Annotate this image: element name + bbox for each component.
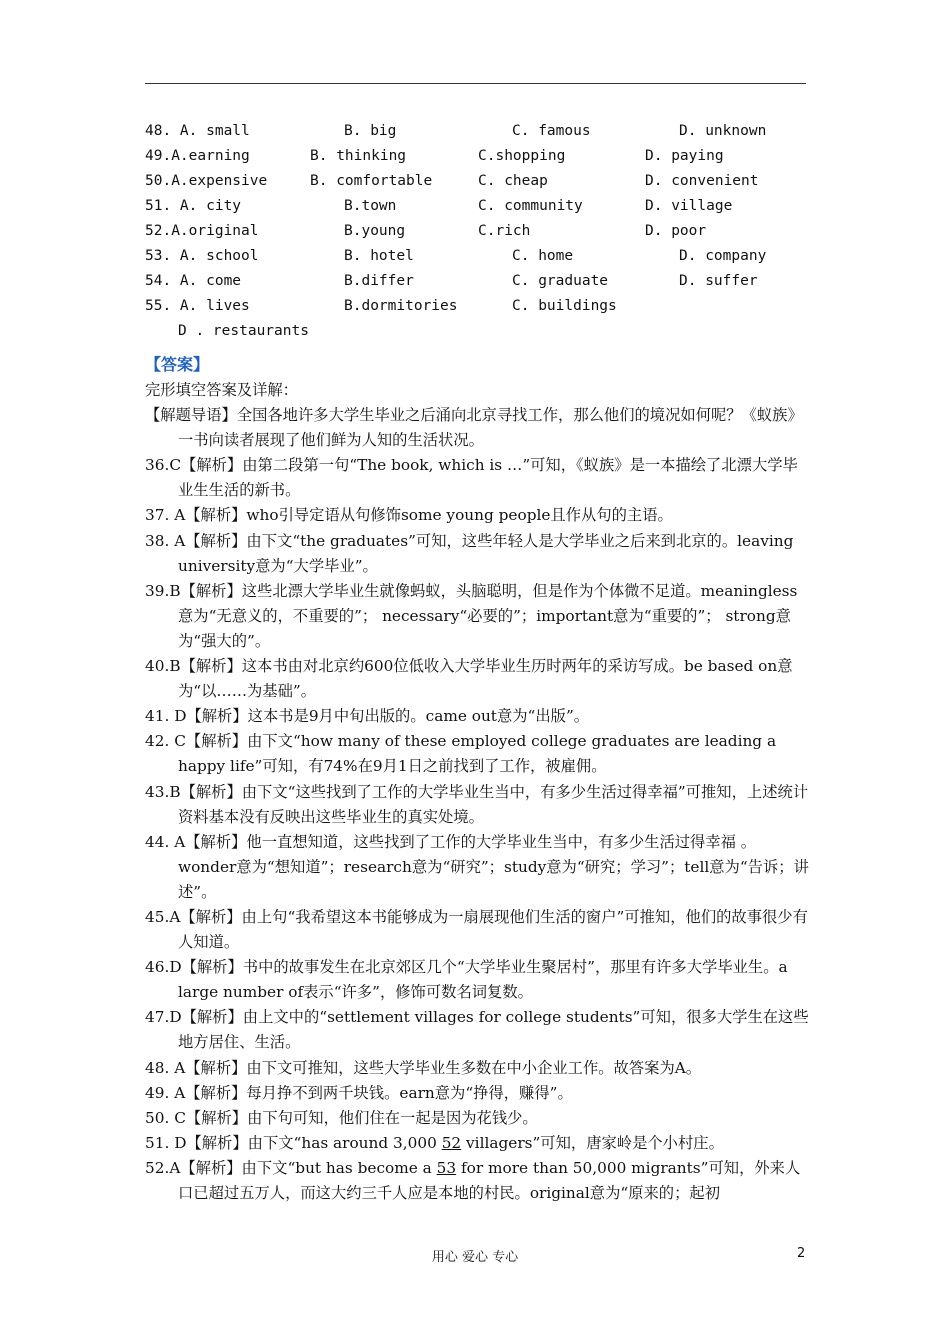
option-b: B.town	[344, 198, 397, 214]
option-n: 55. A. lives	[145, 298, 250, 314]
option-d: D. paying	[645, 148, 724, 164]
footer-motto: 用心 爱心 专心	[431, 1250, 519, 1265]
explanation-item: 48. A【解析】由下文可推知，这些大学毕业生多数在中小企业工作。故答案为A。	[145, 1058, 702, 1077]
option-c: C. graduate	[512, 273, 609, 289]
option-b: B. thinking	[310, 148, 407, 164]
explanation-item: 43.B【解析】由下文“这些找到了工作的大学毕业生当中，有多少生活过得幸福”可推知，上述统计资料基本没有反映出这些毕业生的真实处境。	[145, 782, 809, 826]
option-d: D. convenient	[645, 173, 759, 189]
option-n: D . restaurants	[178, 323, 309, 339]
option-c: C. community	[478, 198, 583, 214]
explanation-item: 37. A【解析】who引导定语从句修饰some young people且作从句的主语。	[145, 506, 673, 525]
intro-line: 完形填空答案及详解：	[145, 381, 298, 399]
option-c: C. famous	[512, 123, 591, 139]
page-number: 2	[797, 1246, 806, 1261]
explanation-item: 52.A【解析】由下文“but has become a 53 for more than 50,000 migrants”可知，外来人口已超过五万人，而这大约三千人应是本地的村民。original意为“原来的；起初	[145, 1158, 801, 1202]
option-n: 53. A. school	[145, 248, 259, 264]
option-b: B. comfortable	[310, 173, 433, 189]
explanation-item: 46.D【解析】书中的故事发生在北京郊区几个“大学毕业生聚居村”，那里有许多大学毕业生。a large number of表示“许多”，修饰可数名词复数。	[145, 958, 788, 1002]
option-d: D. village	[645, 198, 733, 214]
explanation-section	[145, 378, 810, 1206]
explanation-item: 47.D【解析】由上文中的“settlement villages for college students”可知，很多大学生在这些地方居住、生活。	[145, 1008, 809, 1052]
explanation-item: 41. D【解析】这本书是9月中旬出版的。came out意为“出版”。	[145, 707, 590, 726]
option-b: B.differ	[344, 273, 414, 289]
guide-paragraph: 【解题导语】全国各地许多大学生毕业之后涌向北京寻找工作，那么他们的境况如何呢？《蚁族》一书向读者展现了他们鲜为人知的生活状况。	[145, 406, 803, 450]
option-n: 48. A. small	[145, 123, 250, 139]
option-n: 50.A.expensive	[145, 173, 268, 189]
option-n: 49.A.earning	[145, 148, 250, 164]
option-row	[145, 246, 815, 271]
option-row	[145, 171, 815, 196]
option-d: D. poor	[645, 223, 707, 239]
answer-heading: 【答案】	[145, 355, 210, 374]
explanation-item: 39.B【解析】这些北漂大学毕业生就像蚂蚁，头脑聪明，但是作为个体微不足道。meaningless意为“无意义的，不重要的”； necessary“必要的”；important意为“重要的”； strong意为“强大的”。	[145, 581, 798, 650]
option-c: C. home	[512, 248, 574, 264]
option-row	[145, 146, 815, 171]
explanation-list	[145, 453, 810, 1131]
explanation-item: 50. C【解析】由下句可知，他们住在一起是因为花钱少。	[145, 1108, 538, 1127]
option-n: 54. A. come	[145, 273, 242, 289]
option-n: 52.A.original	[145, 223, 259, 239]
option-d: D. unknown	[679, 123, 767, 139]
option-row	[145, 271, 815, 296]
option-c: C. cheap	[478, 173, 548, 189]
explanation-item: 44. A【解析】他一直想知道，这些找到了工作的大学毕业生当中，有多少生活过得幸福 。wonder意为“想知道”；research意为“研究”；study意为“研究；学习”；tell意为“告诉；讲述”。	[145, 832, 809, 901]
option-n: 51. A. city	[145, 198, 242, 214]
explanation-item: 42. C【解析】由下文“how many of these employed college graduates are leading a happy life”可知，有74%在9月1日之前找到了工作，被雇佣。	[145, 732, 777, 776]
option-d: D. company	[679, 248, 767, 264]
explanation-item: 45.A【解析】由上句“我希望这本书能够成为一扇展现他们生活的窗户”可推知，他们的故事很少有人知道。	[145, 907, 808, 952]
option-d: D. suffer	[679, 273, 758, 289]
option-row	[145, 221, 815, 246]
explanation-item: 49. A【解析】每月挣不到两千块钱。earn意为“挣得，赚得”。	[145, 1083, 573, 1102]
option-b: B.young	[344, 223, 406, 239]
option-b: B. big	[344, 123, 397, 139]
explanation-item: 38. A【解析】由下文“the graduates”可知，这些年轻人是大学毕业之后来到北京的。leaving university意为“大学毕业”。	[145, 531, 794, 575]
option-c: C.rich	[478, 223, 531, 239]
blank-number: 52	[441, 1133, 462, 1152]
option-b: B.dormitories	[344, 298, 458, 314]
option-c: C. buildings	[512, 298, 617, 314]
explanation-item: 40.B【解析】这本书由对北京约600位低收入大学毕业生历时两年的采访写成。be based on意为“以……为基础”。	[145, 657, 793, 701]
option-c: C.shopping	[478, 148, 566, 164]
options-list	[145, 121, 815, 346]
option-row	[145, 296, 815, 321]
explanation-item: 51. D【解析】由下文“has around 3,000 52 villagers”可知，唐家岭是个小村庄。	[145, 1133, 724, 1152]
option-row	[145, 321, 815, 346]
explanation-item: 36.C【解析】由第二段第一句“The book, which is …”可知，《蚁族》是一本描绘了北漂大学毕业生生活的新书。	[145, 456, 798, 500]
option-b: B. hotel	[344, 248, 414, 264]
header-rule	[145, 83, 806, 84]
option-row	[145, 196, 815, 221]
blank-number: 53	[436, 1158, 457, 1177]
option-row	[145, 121, 815, 146]
